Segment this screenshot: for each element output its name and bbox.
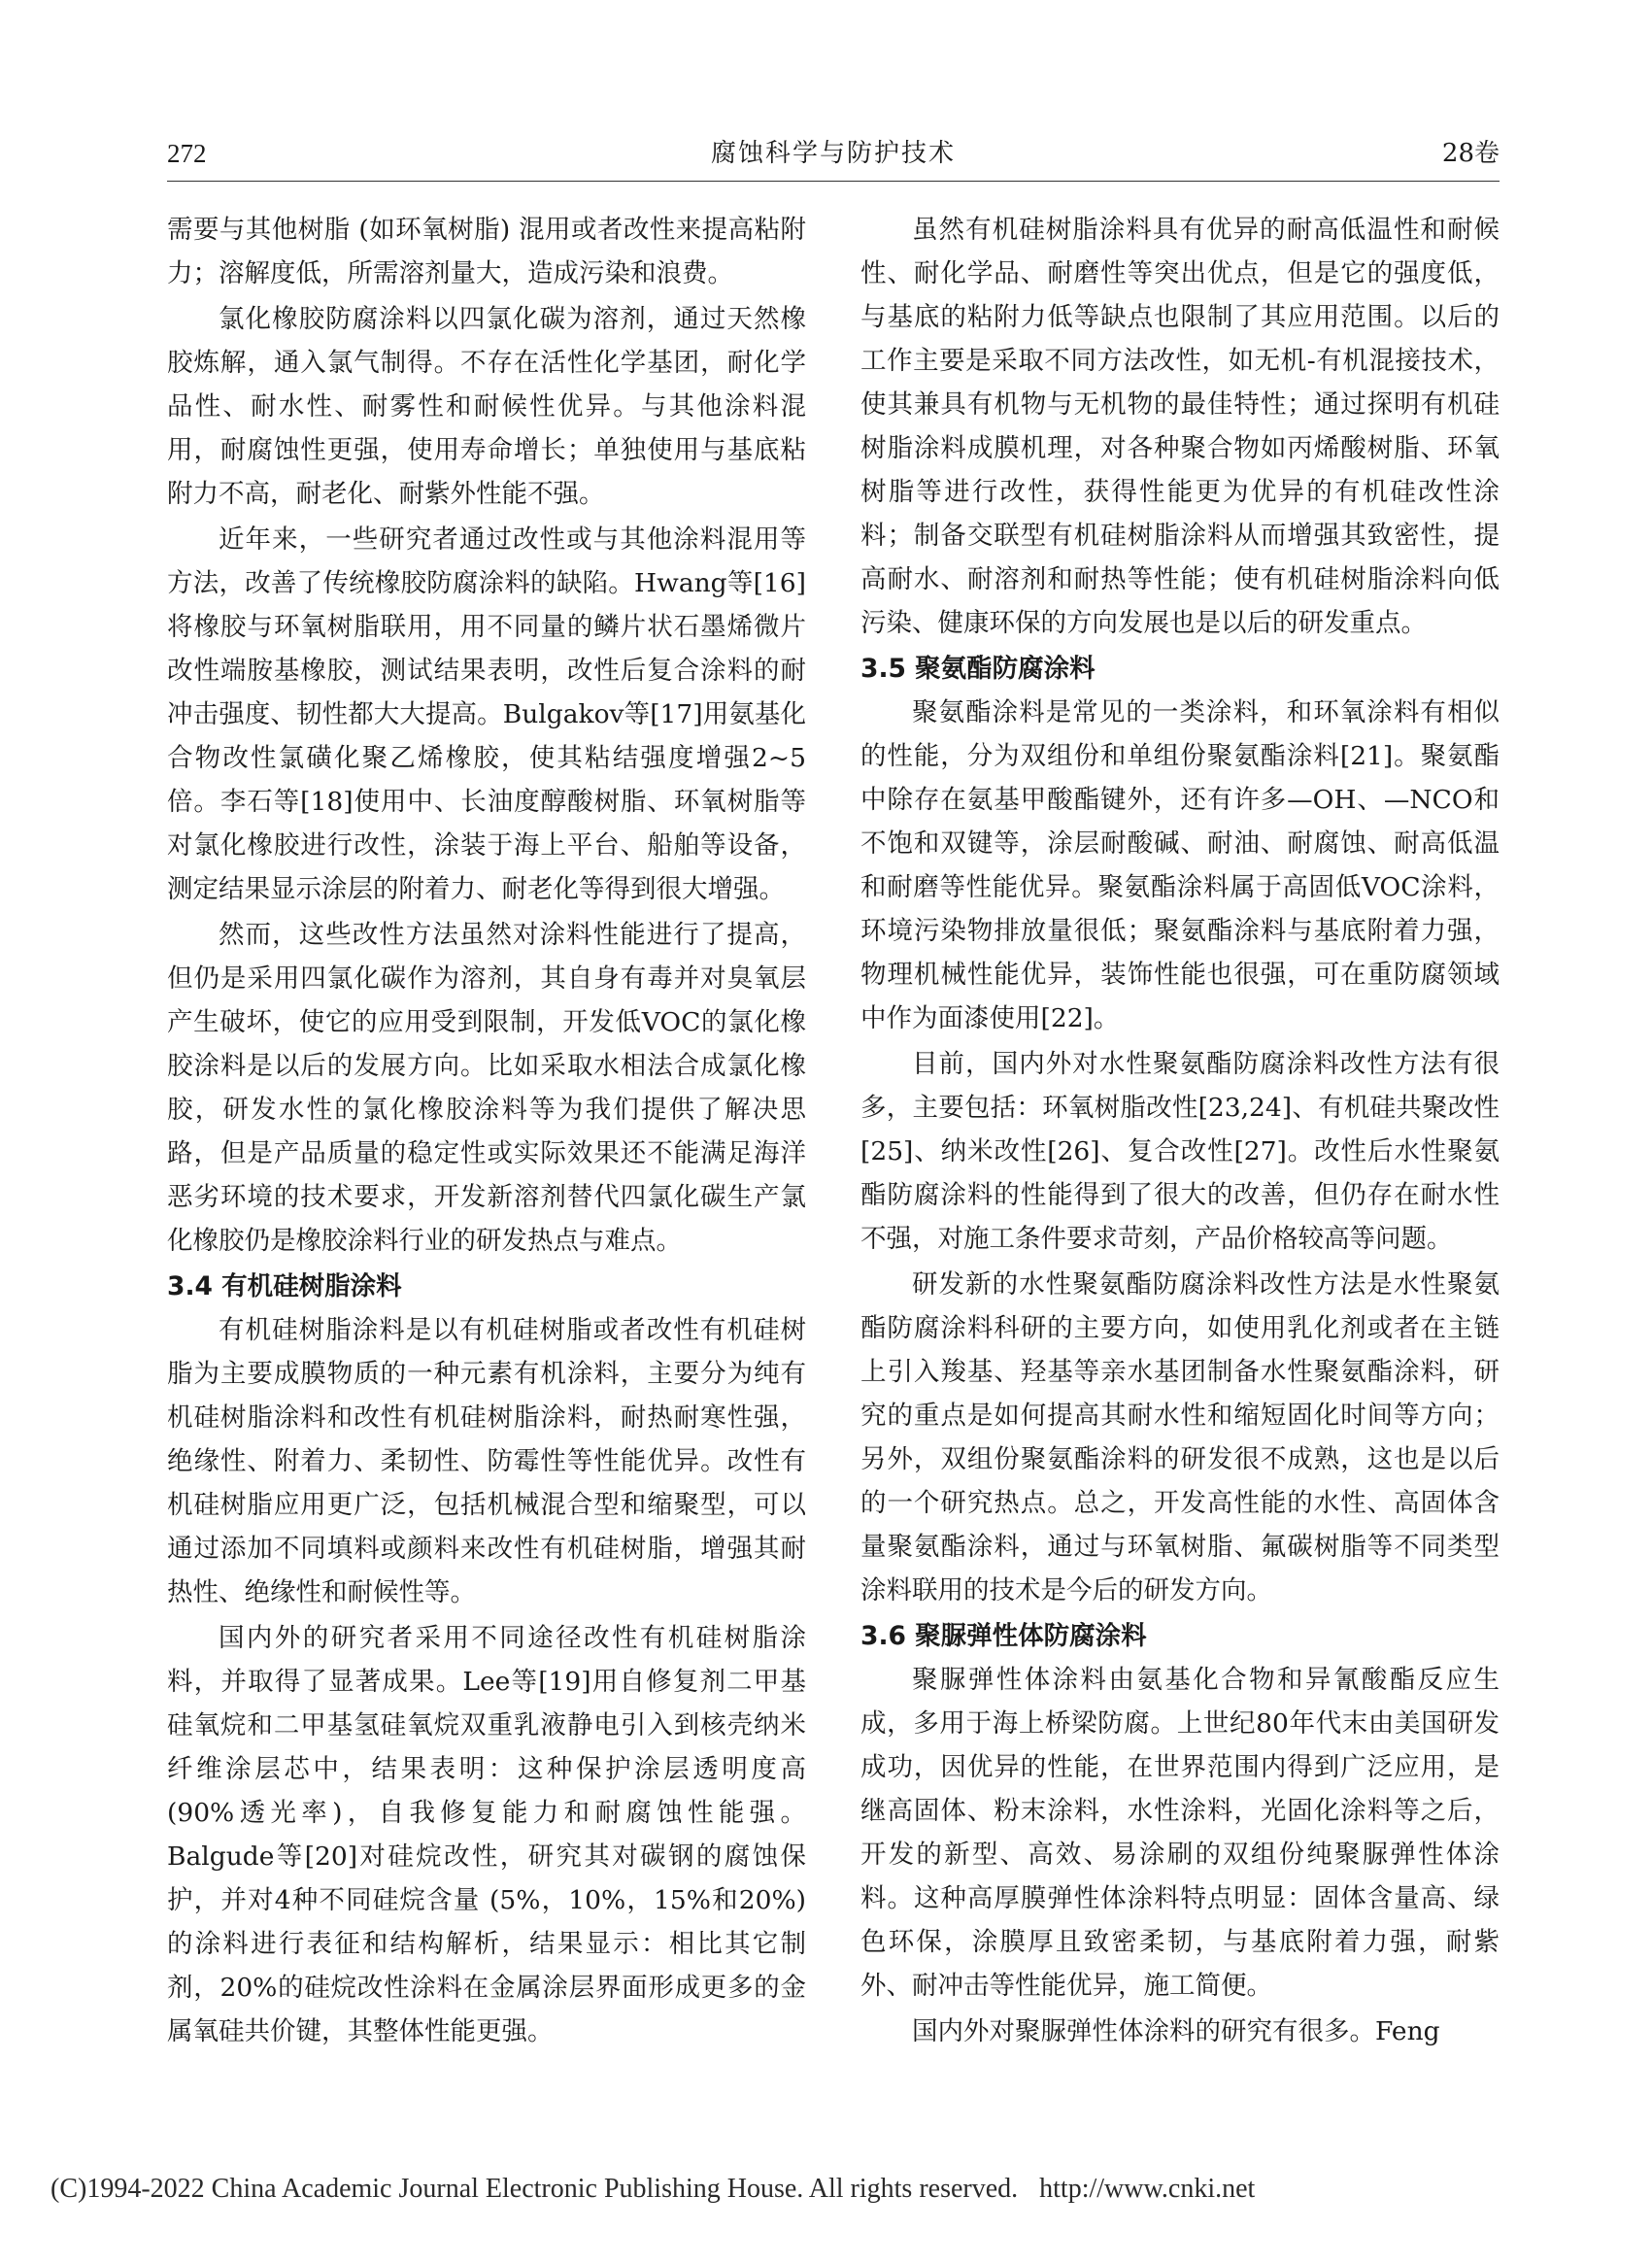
paragraph: 聚脲弹性体涂料由氨基化合物和异氰酸酯反应生成，多用于海上桥梁防腐。上世纪80年代末由美国研发成功，因优异的性能，在世界范围内得到广泛应用，是继高固体、粉末涂料，水性涂料，光固化涂料等之后，开发的新型、高效、易涂刷的双组份纯聚脲弹性体涂料。这种高厚膜弹性体涂料特点明显：固体含量高、绿色环保，涂膜厚且致密柔韧，与基底附着力强，耐紫外、耐冲击等性能优异，施工简便。 <box>860 1665 1500 2001</box>
page-number: 272 <box>167 139 207 168</box>
paragraph: 国内外对聚脲弹性体涂料的研究有很多。Feng <box>912 2016 1440 2046</box>
volume-label: 28卷 <box>1441 139 1500 168</box>
paragraph: 国内外的研究者采用不同途径改性有机硅树脂涂料，并取得了显著成果。Lee等[19]用自修复剂二甲基硅氧烷和二甲基氢硅氧烷双重乳液静电引入到核壳纳米纤维涂层芯中，结果表明：这种保护涂层透明度高 (90%透光率)，自我修复能力和耐腐蚀性能强。Balgude等[20]对硅烷改性，研究其对碳钢的腐蚀保护，并对4种不同硅烷含量 (5%，10%，15%和20%) 的涂料进行表征和结构解析，结果显示：相比其它制剂，20%的硅烷改性涂料在金属涂层界面形成更多的金属氧硅共价键，其整体性能更强。 <box>167 1623 806 2046</box>
paragraph: 然而，这些改性方法虽然对涂料性能进行了提高，但仍是采用四氯化碳作为溶剂，其自身有毒并对臭氧层产生破坏，使它的应用受到限制，开发低VOC的氯化橡胶涂料是以后的发展方向。比如采取水相法合成氯化橡胶，研发水性的氯化橡胶涂料等为我们提供了解决思路，但是产品质量的稳定性或实际效果还不能满足海洋恶劣环境的技术要求，开发新溶剂替代四氯化碳生产氯化橡胶仍是橡胶涂料行业的研发热点与难点。 <box>167 920 806 1256</box>
journal-title: 腐蚀科学与防护技术 <box>710 139 956 168</box>
paragraph: 虽然有机硅树脂涂料具有优异的耐高低温性和耐候性、耐化学品、耐磨性等突出优点，但是它的强度低，与基底的粘附力低等缺点也限制了其应用范围。以后的工作主要是采取不同方法改性，如无机-有机混接技术，使其兼具有机物与无机物的最佳特性；通过探明有机硅树脂涂料成膜机理，对各种聚合物如丙烯酸树脂、环氧树脂等进行改性，获得性能更为优异的有机硅改性涂料；制备交联型有机硅树脂涂料从而增强其致密性，提高耐水、耐溶剂和耐热等性能；使有机硅树脂涂料向低污染、健康环保的方向发展也是以后的研发重点。 <box>860 215 1500 638</box>
paragraph: 研发新的水性聚氨酯防腐涂料改性方法是水性聚氨酯防腐涂料科研的主要方向，如使用乳化剂或者在主链上引入羧基、羟基等亲水基团制备水性聚氨酯涂料，研究的重点是如何提高其耐水性和缩短固化时间等方向；另外，双组份聚氨酯涂料的研发很不成熟，这也是以后的一个研究热点。总之，开发高性能的水性、高固体含量聚氨酯涂料，通过与环氧树脂、氟碳树脂等不同类型涂料联用的技术是今后的研发方向。 <box>860 1269 1500 1605</box>
left-column <box>167 208 806 2055</box>
paragraph: 氯化橡胶防腐涂料以四氯化碳为溶剂，通过天然橡胶炼解，通入氯气制得。不存在活性化学基团，耐化学品性、耐水性、耐雾性和耐候性优异。与其他涂料混用，耐腐蚀性更强，使用寿命增长；单独使用与基底粘附力不高，耐老化、耐紫外性能不强。 <box>167 304 806 509</box>
paragraph: 有机硅树脂涂料是以有机硅树脂或者改性有机硅树脂为主要成膜物质的一种元素有机涂料，主要分为纯有机硅树脂涂料和改性有机硅树脂涂料，耐热耐寒性强，绝缘性、附着力、柔韧性、防霉性等性能优异。改性有机硅树脂应用更广泛，包括机械混合型和缩聚型，可以通过添加不同填料或颜料来改性有机硅树脂，增强其耐热性、绝缘性和耐候性等。 <box>167 1315 806 1607</box>
paragraph: 近年来，一些研究者通过改性或与其他涂料混用等方法，改善了传统橡胶防腐涂料的缺陷。Hwang等[16]将橡胶与环氧树脂联用，用不同量的鳞片状石墨烯微片改性端胺基橡胶，测试结果表明，改性后复合涂料的耐冲击强度、韧性都大大提高。Bulgakov等[17]用氨基化合物改性氯磺化聚乙烯橡胶，使其粘结强度增强2~5倍。李石等[18]使用中、长油度醇酸树脂、环氧树脂等对氯化橡胶进行改性，涂装于海上平台、船舶等设备，测定结果显示涂层的附着力、耐老化等得到很大增强。 <box>167 524 806 904</box>
section-heading-3-4: 3.4 有机硅树脂涂料 <box>167 1271 402 1301</box>
section-heading-3-5: 3.5 聚氨酯防腐涂料 <box>860 654 1096 684</box>
header-rule <box>167 181 1500 182</box>
copyright-footer <box>51 2174 1507 2205</box>
copyright-text: (C)1994-2022 China Academic Journal Electronic Publishing House. All rights reserved. <box>51 2174 1019 2204</box>
section-heading-3-6: 3.6 聚脲弹性体防腐涂料 <box>860 1621 1147 1651</box>
footer-url: http://www.cnki.net <box>1039 2174 1256 2204</box>
paragraph: 需要与其他树脂 (如环氧树脂) 混用或者改性来提高粘附力；溶解度低，所需溶剂量大，造成污染和浪费。 <box>167 215 806 288</box>
paragraph: 目前，国内外对水性聚氨酯防腐涂料改性方法有很多，主要包括：环氧树脂改性[23,24]、有机硅共聚改性[25]、纳米改性[26]、复合改性[27]。改性后水性聚氨酯防腐涂料的性能得到了很大的改善，但仍存在耐水性不强，对施工条件要求苛刻，产品价格较高等问题。 <box>860 1049 1500 1254</box>
running-header <box>167 134 1500 173</box>
paragraph: 聚氨酯涂料是常见的一类涂料，和环氧涂料有相似的性能，分为双组份和单组份聚氨酯涂料[21]。聚氨酯中除存在氨基甲酸酯键外，还有许多—OH、—NCO和不饱和双键等，涂层耐酸碱、耐油、耐腐蚀、耐高低温和耐磨等性能优异。聚氨酯涂料属于高固低VOC涂料，环境污染物排放量很低；聚氨酯涂料与基底附着力强，物理机械性能优异，装饰性能也很强，可在重防腐领域中作为面漆使用[22]。 <box>860 697 1500 1033</box>
right-column <box>860 208 1500 2055</box>
